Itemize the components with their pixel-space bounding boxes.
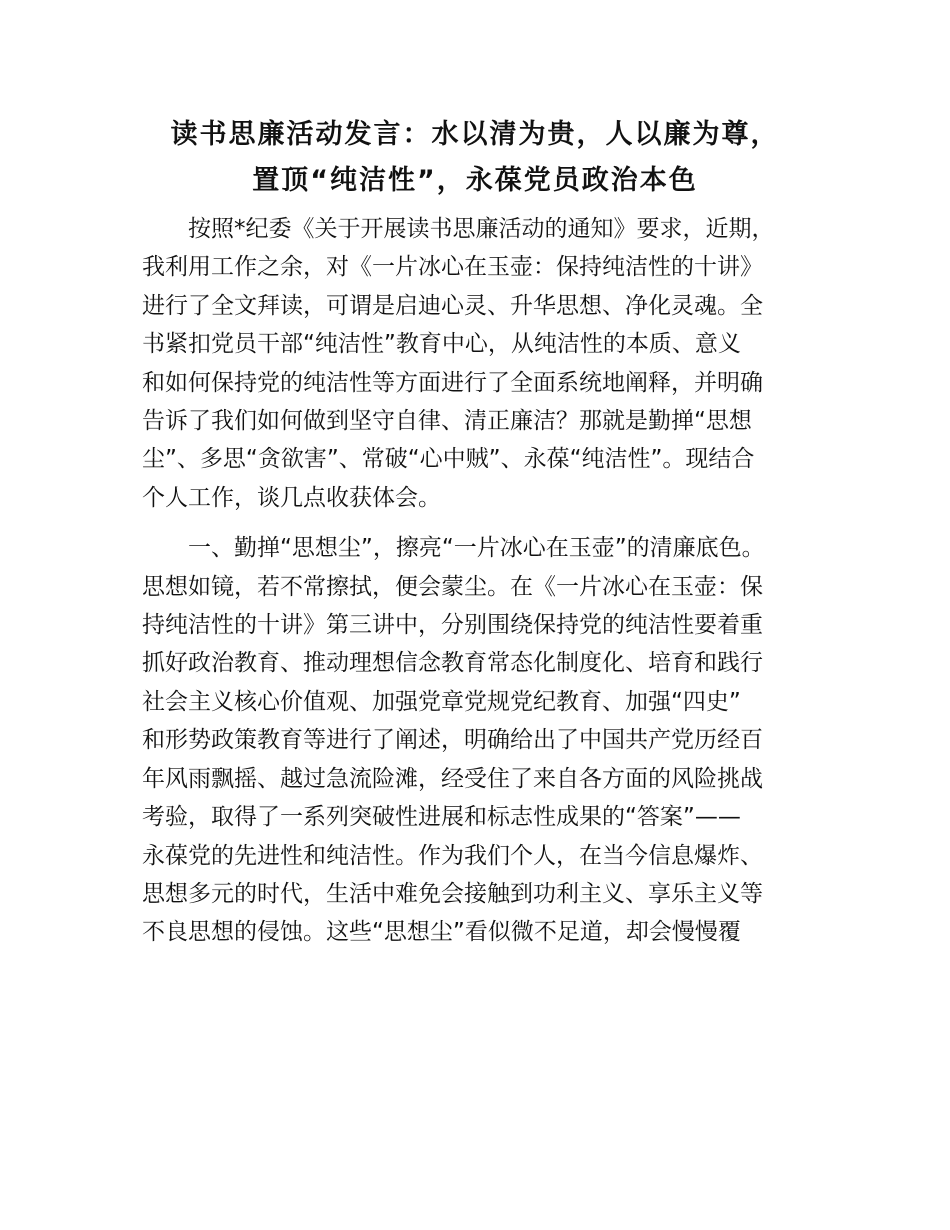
text-line: 按照*纪委《关于开展读书思廉活动的通知》要求，近期，	[142, 216, 775, 242]
text-line: 思想多元的时代，生活中难免会接触到功利主义、享乐主义等	[142, 880, 763, 907]
text-line: 尘”、多思“贪欲害”、常破“心中贼”、永葆“纯洁性”。现结合	[142, 446, 755, 473]
text-line: 告诉了我们如何做到坚守自律、清正廉洁？那就是勤掸“思想	[142, 408, 752, 435]
text-line: 我利用工作之余，对《一片冰心在玉壶：保持纯洁性的十讲》	[142, 254, 763, 281]
paragraph-spacer	[142, 517, 842, 529]
text-line: 进行了全文拜读，可谓是启迪心灵、升华思想、净化灵魂。全	[142, 292, 763, 319]
text-line: 和如何保持党的纯洁性等方面进行了全面系统地阐释，并明确	[142, 369, 763, 396]
text-line: 书紧扣党员干部“纯洁性”教育中心，从纯洁性的本质、意义	[142, 331, 741, 358]
section-heading-line: 一、勤掸“思想尘”，擦亮“一片冰心在玉壶”的清廉底色。	[142, 535, 765, 562]
document-body	[142, 210, 842, 952]
text-line: 不良思想的侵蚀。这些“思想尘”看似微不足道，却会慢慢覆	[142, 919, 741, 946]
text-line: 年风雨飘摇、越过急流险滩，经受住了来自各方面的风险挑战	[142, 765, 763, 792]
text-line: 社会主义核心价值观、加强党章党规党纪教育、加强“四史”	[142, 688, 741, 715]
title-line-1: 读书思廉活动发言：水以清为贵，人以廉为尊，	[170, 119, 780, 150]
document-title	[100, 112, 850, 204]
paragraph-intro	[142, 210, 842, 517]
paragraph-section-one	[142, 529, 842, 951]
text-line: 持纯洁性的十讲》第三讲中，分别围绕保持党的纯洁性要着重	[142, 612, 763, 639]
text-line: 和形势政策教育等进行了阐述，明确给出了中国共产党历经百	[142, 727, 763, 754]
text-line: 考验，取得了一系列突破性进展和标志性成果的“答案”——	[142, 804, 741, 831]
text-line: 永葆党的先进性和纯洁性。作为我们个人，在当今信息爆炸、	[142, 842, 763, 869]
text-line: 思想如镜，若不常擦拭，便会蒙尘。在《一片冰心在玉壶：保	[142, 573, 763, 600]
title-line-2: 置顶“纯洁性”，永葆党员政治本色	[252, 165, 698, 196]
text-line: 个人工作，谈几点收获体会。	[142, 484, 441, 511]
text-line: 抓好政治教育、推动理想信念教育常态化制度化、培育和践行	[142, 650, 763, 677]
